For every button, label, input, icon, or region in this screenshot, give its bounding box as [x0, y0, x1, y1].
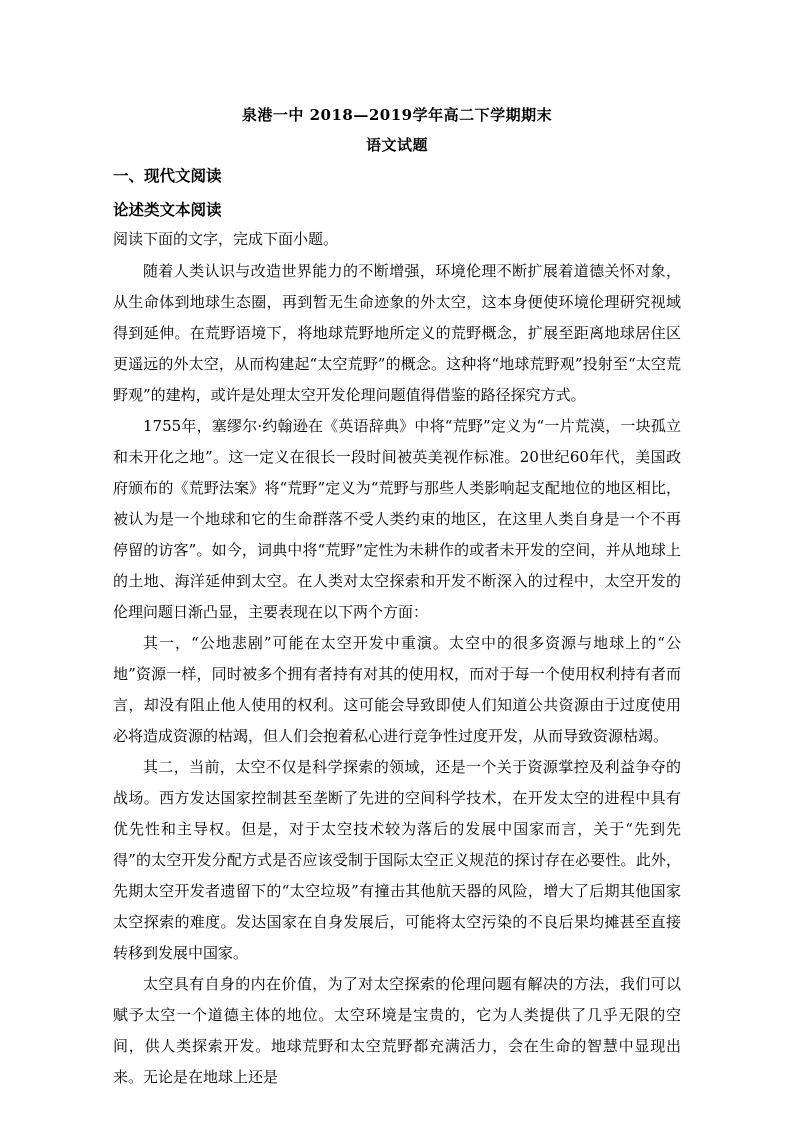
article-paragraph-1: 随着人类认识与改造世界能力的不断增强，环境伦理不断扩展着道德关怀对象，从生命体到地球生态圈，再到暂无生命迹象的外太空，这本身便使环境伦理研究视域得到延伸。在荒野语境下，将地球荒野地所定义的荒野概念，扩展至距离地球居住区更遥远的外太空，从而构建起“太空荒野”的概念。这种将“地球荒野观”投射至“太空荒野观”的建构，或许是处理太空开发伦理问题值得借鉴的路径探究方式。 [113, 262, 681, 404]
exam-title: 泉港一中 2018—2019学年高二下学期期末 [241, 106, 553, 124]
part-heading: 一、现代文阅读 [113, 166, 222, 185]
article-paragraph-2: 1755年，塞缪尔·约翰逊在《英语辞典》中将“荒野”定义为“一片荒漠，一块孤立和未开化之地”。这一定义在很长一段时间被英美视作标准。20世纪60年代，美国政府颁布的《荒野法案》将“荒野”定义为“荒野与那些人类影响起支配地位的地区相比，被认为是一个地球和它的生命群落不受人类约束的地区，在这里人类自身是一个不再停留的访客”。如今，词典中将“荒野”定性为未耕作的或者未开发的空间，并从地球上的土地、海洋延伸到太空。在人类对太空探索和开发不断深入的过程中，太空开发的伦理问题日渐凸显，主要表现在以下两个方面： [113, 417, 681, 621]
article-paragraph-3: 其一，“公地悲剧”可能在太空开发中重演。太空中的很多资源与地球上的“公地”资源一样，同时被多个拥有者持有对其的使用权，而对于每一个使用权利持有者而言，却没有阻止他人使用的权利。这可能会导致即使人们知道公共资源由于过度使用必将造成资源的枯竭，但人们会抱着私心进行竞争性过度开发，从而导致资源枯竭。 [113, 634, 681, 745]
reading-instruction: 阅读下面的文字，完成下面小题。 [113, 230, 339, 248]
article-paragraph-5: 太空具有自身的内在价值，为了对太空探索的伦理问题有解决的方法，我们可以赋予太空一个道德主体的地位。太空环境是宝贵的，它为人类提供了几乎无限的空间，供人类探索开发。地球荒野和太空荒野都充满活力，会在生命的智慧中显现出来。无论是在地球上还是 [113, 975, 681, 1086]
subsection-heading: 论述类文本阅读 [113, 200, 222, 219]
article-paragraph-4: 其二，当前，太空不仅是科学探索的领域，还是一个关于资源掌控及利益争夺的战场。西方发达国家控制甚至垄断了先进的空间科学技术，在开发太空的进程中具有优先性和主导权。但是，对于太空技术较为落后的发展中国家而言，关于“先到先得”的太空开发分配方式是否应该受制于国际太空正义规范的探讨存在必要性。此外，先期太空开发者遗留下的“太空垃圾”有撞击其他航天器的风险，增大了后期其他国家太空探索的难度。发达国家在自身发展后，可能将太空污染的不良后果均摊甚至直接转移到发展中国家。 [113, 758, 681, 962]
article-body [113, 256, 681, 1093]
exam-subtitle: 语文试题 [365, 136, 428, 154]
